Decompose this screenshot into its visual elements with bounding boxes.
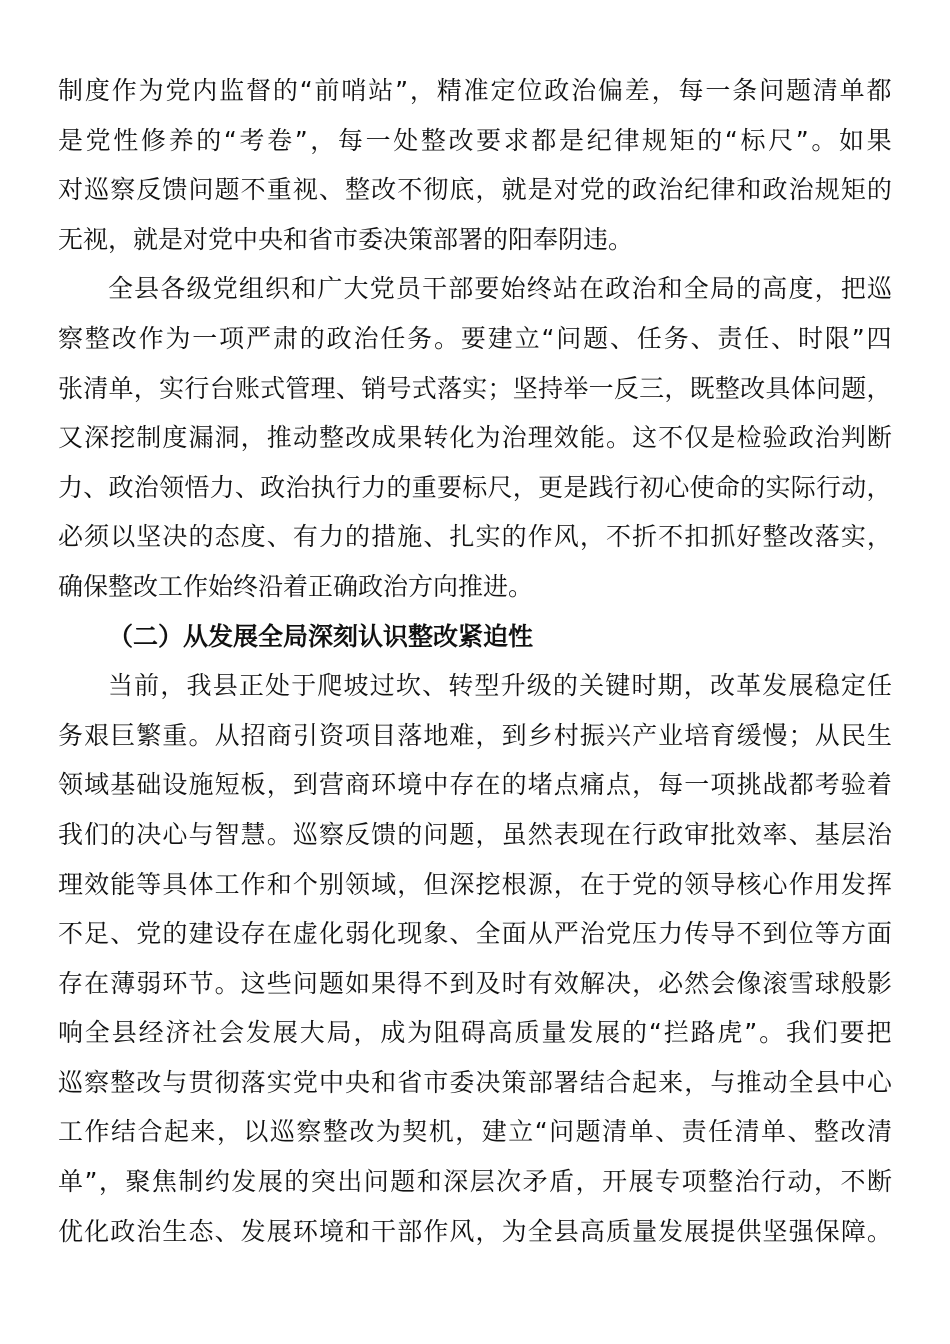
text-line: 当 前 ， 我 县 正 处 于 爬 坡 过 坎 、 转 型 升 级 的 关 键 时 期 ， 改 革 发 展 稳 定 任 bbox=[108, 671, 892, 701]
text-line: 制 度 作 为 党 内 监 督 的 “ 前 哨 站 ” ， 精 准 定 位 政 治 偏 差 ， 每 一 条 问 题 清 单 都 bbox=[58, 76, 892, 105]
text-line: 又 深 挖 制 度 漏 洞 ， 推 动 整 改 成 果 转 化 为 治 理 效 能 。 这 不 仅 是 检 验 政 治 判 断 bbox=[58, 423, 892, 453]
text-line: 确保整改工作始终沿着正确政治方向推进。 bbox=[58, 571, 534, 601]
text-line: 存 在 薄 弱 环 节 。 这 些 问 题 如 果 得 不 到 及 时 有 效 解 决 ， 必 然 会 像 滚 雪 球 般 影 bbox=[58, 968, 892, 998]
text-line: 单 ” ， 聚 焦 制 约 发 展 的 突 出 问 题 和 深 层 次 矛 盾 ， 开 展 专 项 整 治 行 动 ， 不 断 bbox=[58, 1167, 892, 1197]
document-body bbox=[58, 66, 892, 1256]
text-line: 我 们 的 决 心 与 智 慧 。 巡 察 反 馈 的 问 题 ， 虽 然 表 现 在 行 政 审 批 效 率 、 基 层 治 bbox=[58, 819, 892, 849]
text-line: 理 效 能 等 具 体 工 作 和 个 别 领 域 ， 但 深 挖 根 源 ， 在 于 党 的 领 导 核 心 作 用 发 挥 bbox=[58, 869, 892, 899]
text-line: 无视，就是对党中央和省市委决策部署的阳奉阴违。 bbox=[58, 224, 634, 254]
text-line: 张 清 单 ， 实 行 台 账 式 管 理 、 销 号 式 落 实 ； 坚 持 举 一 反 三 ， 既 整 改 具 体 问 题 ， bbox=[58, 373, 892, 403]
text-line: 巡 察 整 改 与 贯 彻 落 实 党 中 央 和 省 市 委 决 策 部 署 结 合 起 来 ， 与 推 动 全 县 中 心 bbox=[58, 1067, 892, 1097]
text-line: 响 全 县 经 济 社 会 发 展 大 局 ， 成 为 阻 碍 高 质 量 发 展 的 “ 拦 路 虎 ” 。 我 们 要 把 bbox=[58, 1018, 892, 1048]
text-line: 工 作 结 合 起 来 ， 以 巡 察 整 改 为 契 机 ， 建 立 “ 问 题 清 单 、 责 任 清 单 、 整 改 清 bbox=[58, 1117, 892, 1147]
text-line: 全 县 各 级 党 组 织 和 广 大 党 员 干 部 要 始 终 站 在 政 治 和 全 局 的 高 度 ， 把 巡 bbox=[108, 274, 892, 304]
text-line: 必 须 以 坚 决 的 态 度 、 有 力 的 措 施 、 扎 实 的 作 风 ， 不 折 不 扣 抓 好 整 改 落 实 ， bbox=[58, 522, 892, 552]
section-heading: （二）从发展全局深刻认识整改紧迫性 bbox=[108, 621, 534, 651]
text-line: 不 足 、 党 的 建 设 存 在 虚 化 弱 化 现 象 、 全 面 从 严 治 党 压 力 传 导 不 到 位 等 方 面 bbox=[58, 919, 892, 949]
text-line: 察 整 改 作 为 一 项 严 肃 的 政 治 任 务 。 要 建 立 “ 问 题 、 任 务 、 责 任 、 时 限 ” 四 bbox=[58, 323, 892, 353]
text-line: 务 艰 巨 繁 重 。 从 招 商 引 资 项 目 落 地 难 ， 到 乡 村 振 兴 产 业 培 育 缓 慢 ； 从 民 生 bbox=[58, 720, 892, 750]
text-line: 是 党 性 修 养 的 “ 考 卷 ” ， 每 一 处 整 改 要 求 都 是 纪 律 规 矩 的 “ 标 尺 ” 。 如 果 bbox=[58, 125, 892, 155]
text-line: 力 、 政 治 领 悟 力 、 政 治 执 行 力 的 重 要 标 尺 ， 更 是 践 行 初 心 使 命 的 实 际 行 动 ， bbox=[58, 472, 892, 502]
text-line: 对 巡 察 反 馈 问 题 不 重 视 、 整 改 不 彻 底 ， 就 是 对 党 的 政 治 纪 律 和 政 治 规 矩 的 bbox=[58, 175, 892, 205]
text-line: 领 域 基 础 设 施 短 板 ， 到 营 商 环 境 中 存 在 的 堵 点 痛 点 ， 每 一 项 挑 战 都 考 验 着 bbox=[58, 770, 892, 800]
text-line: 优 化 政 治 生 态 、 发 展 环 境 和 干 部 作 风 ， 为 全 县 高 质 量 发 展 提 供 坚 强 保 障 。 bbox=[58, 1216, 892, 1246]
